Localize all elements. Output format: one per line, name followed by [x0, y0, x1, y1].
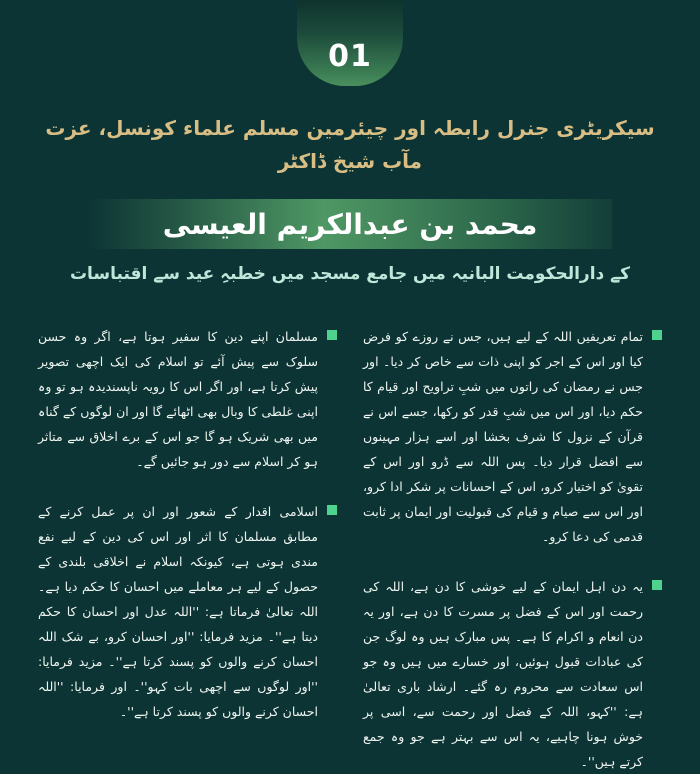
paragraph-text: مسلمان اپنے دین کا سفیر ہوتا ہے، اگر وہ حسن سلوک سے پیش آئے تو اسلام کی ایک اچھی تصویر پیش کرتا ہے، اور اگر اس کا رویہ ناپسندیدہ ہو تو وہ اپنی غلطی کا وبال بھی اٹھائے گا اور ان لوگوں کے گناہ میں بھی شریک ہو گا جو اس کے برے اخلاق سے متاثر ہو کر اسلام سے دور ہو جائیں گے۔ — [38, 329, 318, 469]
subtitle: کے دارالحکومت البانیہ میں جامع مسجد میں خطبہِ عید سے اقتباسات — [69, 264, 631, 284]
page-number: 01 — [328, 39, 372, 74]
square-bullet-icon — [327, 505, 337, 515]
header-title-line2: مآب شیخ ڈاکٹر — [277, 149, 423, 173]
list-item — [38, 324, 337, 474]
paragraph-text: اسلامی اقدار کے شعور اور ان پر عمل کرنے کے مطابق مسلمان کا اثر اور اس کی دین کے لیے نفع مندی ہوتی ہے، کیونکہ اسلام نے اخلاقی بلندی کے حصول کے لیے ہر معاملے میں احسان کا حکم دیا ہے۔ اللہ تعالیٰ فرماتا ہے: ''اللہ عدل اور احسان کا حکم دیتا ہے''۔ مزید فرمایا: ''اور احسان کرو، بے شک اللہ احسان کرنے والوں کو پسند کرتا ہے''۔ مزید فرمایا: ''اور لوگوں سے اچھی بات کہو''۔ اور فرمایا: ''اللہ احسان کرنے والوں کو پسند کرتا ہے''۔ — [38, 504, 318, 719]
square-bullet-icon — [652, 580, 662, 590]
square-bullet-icon — [652, 330, 662, 340]
column-left — [38, 324, 337, 719]
page-number-badge — [297, 0, 403, 86]
list-item — [38, 499, 337, 724]
column-right — [363, 324, 662, 769]
header — [30, 112, 670, 178]
header-title-line1: سیکریٹری جنرل رابطہ اور چیئرمین مسلم علماء کونسل، عزت — [45, 116, 655, 140]
body-columns — [38, 324, 662, 769]
paragraph-text: تمام تعریفیں اللہ کے لیے ہیں، جس نے روزے کو فرض کیا اور اس کے اجر کو اپنی ذات سے خاص کر دیا۔ اور جس نے رمضان کی راتوں میں شبِ تراویح اور قیام کا حکم دیا، اور اس میں شبِ قدر کو رکھا، جسے اس نے قرآن کے نزول کا شرف بخشا اور اسے ہزار مہینوں سے افضل قرار دیا۔ پس اللہ سے ڈرو اور اس کے تقویٰ کو اختیار کرو، اس کے احسانات پر شکر ادا کرو، اور اس سے صیام و قیام کی قبولیت اور ایمان پر ثابت قدمی کی دعا کرو۔ — [363, 329, 643, 544]
page-title: محمد بن عبدالکریم العیسی — [162, 207, 538, 241]
list-item — [363, 574, 662, 774]
square-bullet-icon — [327, 330, 337, 340]
list-item — [363, 324, 662, 549]
name-highlight-band — [88, 199, 612, 249]
paragraph-text: یہ دن اہل ایمان کے لیے خوشی کا دن ہے، اللہ کی رحمت اور اس کے فضل پر مسرت کا دن ہے، اور یہ دن انعام و اکرام کا ہے۔ پس مبارک ہیں وہ لوگ جن کی عبادات قبول ہوئیں، اور خسارے میں ہیں وہ جو اس سعادت سے محروم رہ گئے۔ ارشاد باری تعالیٰ ہے: ''کہو، اللہ کے فضل اور رحمت سے، اسی پر خوش ہونا چاہیے، یہ اس سے بہتر ہے جو وہ جمع کرتے ہیں''۔ — [363, 579, 643, 769]
